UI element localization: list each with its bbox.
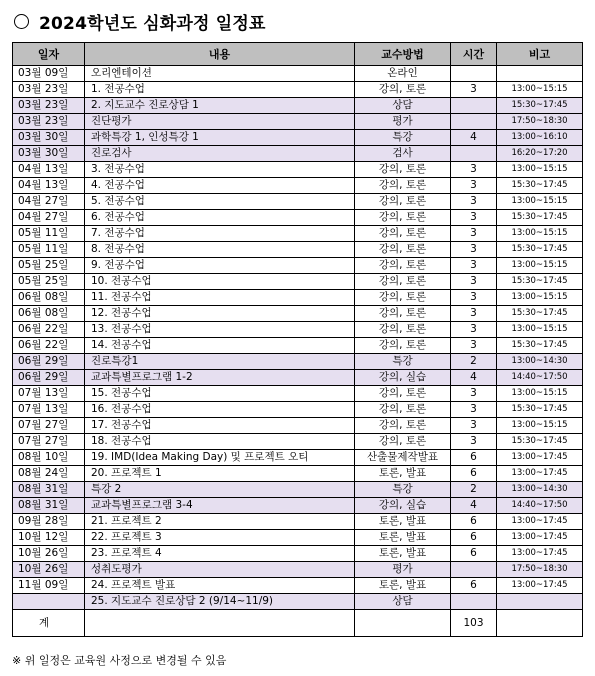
table-row bbox=[13, 386, 583, 402]
cell-hours: 3 bbox=[451, 306, 497, 322]
table-row bbox=[13, 450, 583, 466]
cell-date: 03월 30일 bbox=[13, 130, 85, 146]
total-blank bbox=[497, 610, 583, 637]
table-row bbox=[13, 242, 583, 258]
cell-content: 14. 전공수업 bbox=[85, 338, 355, 354]
table-row bbox=[13, 146, 583, 162]
cell-method: 특강 bbox=[355, 130, 451, 146]
cell-note bbox=[497, 594, 583, 610]
cell-note: 13:00~17:45 bbox=[497, 578, 583, 594]
cell-note: 17:50~18:30 bbox=[497, 562, 583, 578]
table-row bbox=[13, 98, 583, 114]
cell-hours bbox=[451, 562, 497, 578]
cell-method: 토론, 발표 bbox=[355, 530, 451, 546]
cell-content: 5. 전공수업 bbox=[85, 194, 355, 210]
table-row bbox=[13, 482, 583, 498]
footnote: ※ 위 일정은 교육원 사정으로 변경될 수 있음 bbox=[12, 654, 227, 667]
table-row bbox=[13, 418, 583, 434]
table-row bbox=[13, 258, 583, 274]
table-row bbox=[13, 578, 583, 594]
table-row bbox=[13, 354, 583, 370]
schedule-table bbox=[12, 42, 583, 637]
cell-note: 14:40~17:50 bbox=[497, 370, 583, 386]
cell-date: 10월 26일 bbox=[13, 546, 85, 562]
cell-note: 13:00~14:30 bbox=[497, 482, 583, 498]
table-row bbox=[13, 226, 583, 242]
cell-date: 06월 22일 bbox=[13, 338, 85, 354]
cell-note: 15:30~17:45 bbox=[497, 338, 583, 354]
cell-date: 03월 23일 bbox=[13, 82, 85, 98]
cell-note: 13:00~17:45 bbox=[497, 514, 583, 530]
cell-date: 05월 11일 bbox=[13, 226, 85, 242]
cell-note: 13:00~17:45 bbox=[497, 546, 583, 562]
cell-date: 10월 26일 bbox=[13, 562, 85, 578]
cell-method: 강의, 토론 bbox=[355, 290, 451, 306]
cell-method: 강의, 토론 bbox=[355, 162, 451, 178]
cell-date: 04월 13일 bbox=[13, 162, 85, 178]
cell-hours: 3 bbox=[451, 322, 497, 338]
cell-hours: 3 bbox=[451, 242, 497, 258]
cell-hours: 3 bbox=[451, 434, 497, 450]
cell-hours: 6 bbox=[451, 450, 497, 466]
table-row bbox=[13, 498, 583, 514]
cell-date: 05월 11일 bbox=[13, 242, 85, 258]
cell-content: 19. IMD(Idea Making Day) 및 프로젝트 오티 bbox=[85, 450, 355, 466]
cell-method: 강의, 토론 bbox=[355, 258, 451, 274]
cell-note: 15:30~17:45 bbox=[497, 98, 583, 114]
cell-content: 16. 전공수업 bbox=[85, 402, 355, 418]
cell-hours: 6 bbox=[451, 546, 497, 562]
cell-hours: 3 bbox=[451, 178, 497, 194]
cell-note: 16:20~17:20 bbox=[497, 146, 583, 162]
cell-content: 9. 전공수업 bbox=[85, 258, 355, 274]
table-row bbox=[13, 66, 583, 82]
cell-content: 8. 전공수업 bbox=[85, 242, 355, 258]
cell-method: 상담 bbox=[355, 594, 451, 610]
cell-method: 강의, 토론 bbox=[355, 322, 451, 338]
cell-method: 강의, 토론 bbox=[355, 274, 451, 290]
cell-hours: 3 bbox=[451, 290, 497, 306]
cell-note: 13:00~15:15 bbox=[497, 162, 583, 178]
table-row bbox=[13, 370, 583, 386]
cell-content: 7. 전공수업 bbox=[85, 226, 355, 242]
total-blank bbox=[355, 610, 451, 637]
cell-content: 진로특강1 bbox=[85, 354, 355, 370]
cell-method: 특강 bbox=[355, 354, 451, 370]
table-row bbox=[13, 130, 583, 146]
table-row bbox=[13, 290, 583, 306]
cell-date: 07월 13일 bbox=[13, 402, 85, 418]
cell-hours: 2 bbox=[451, 354, 497, 370]
cell-method: 강의, 토론 bbox=[355, 338, 451, 354]
cell-hours: 3 bbox=[451, 402, 497, 418]
cell-date: 08월 31일 bbox=[13, 482, 85, 498]
cell-method: 토론, 발표 bbox=[355, 546, 451, 562]
cell-method: 강의, 토론 bbox=[355, 194, 451, 210]
table-row bbox=[13, 162, 583, 178]
cell-hours: 3 bbox=[451, 162, 497, 178]
cell-content: 교과특별프로그램 3-4 bbox=[85, 498, 355, 514]
page-title-area bbox=[14, 6, 266, 36]
cell-content: 15. 전공수업 bbox=[85, 386, 355, 402]
cell-hours: 4 bbox=[451, 498, 497, 514]
cell-hours bbox=[451, 594, 497, 610]
table-row bbox=[13, 402, 583, 418]
table-row bbox=[13, 178, 583, 194]
cell-hours: 4 bbox=[451, 370, 497, 386]
cell-content: 3. 전공수업 bbox=[85, 162, 355, 178]
table-row bbox=[13, 274, 583, 290]
cell-note: 15:30~17:45 bbox=[497, 210, 583, 226]
cell-content: 10. 전공수업 bbox=[85, 274, 355, 290]
cell-date: 05월 25일 bbox=[13, 274, 85, 290]
cell-note: 13:00~17:45 bbox=[497, 466, 583, 482]
cell-note: 15:30~17:45 bbox=[497, 402, 583, 418]
cell-note: 15:30~17:45 bbox=[497, 306, 583, 322]
cell-content: 교과특별프로그램 1-2 bbox=[85, 370, 355, 386]
cell-date: 09월 28일 bbox=[13, 514, 85, 530]
cell-content: 진로검사 bbox=[85, 146, 355, 162]
cell-date: 10월 12일 bbox=[13, 530, 85, 546]
cell-content: 23. 프로젝트 4 bbox=[85, 546, 355, 562]
cell-note: 15:30~17:45 bbox=[497, 178, 583, 194]
table-row bbox=[13, 82, 583, 98]
cell-note: 13:00~15:15 bbox=[497, 386, 583, 402]
cell-method: 강의, 실습 bbox=[355, 498, 451, 514]
cell-hours bbox=[451, 146, 497, 162]
total-hours: 103 bbox=[451, 610, 497, 637]
cell-hours: 3 bbox=[451, 82, 497, 98]
table-row bbox=[13, 210, 583, 226]
cell-hours: 6 bbox=[451, 530, 497, 546]
cell-method: 검사 bbox=[355, 146, 451, 162]
cell-date: 06월 29일 bbox=[13, 370, 85, 386]
cell-method: 평가 bbox=[355, 562, 451, 578]
cell-content: 진단평가 bbox=[85, 114, 355, 130]
cell-hours: 3 bbox=[451, 338, 497, 354]
cell-content: 20. 프로젝트 1 bbox=[85, 466, 355, 482]
cell-note: 13:00~17:45 bbox=[497, 450, 583, 466]
cell-date: 08월 10일 bbox=[13, 450, 85, 466]
cell-note: 13:00~15:15 bbox=[497, 418, 583, 434]
cell-date: 03월 30일 bbox=[13, 146, 85, 162]
cell-hours: 3 bbox=[451, 210, 497, 226]
cell-content: 2. 지도교수 진로상담 1 bbox=[85, 98, 355, 114]
cell-hours: 3 bbox=[451, 258, 497, 274]
cell-note: 13:00~17:45 bbox=[497, 530, 583, 546]
cell-hours: 6 bbox=[451, 466, 497, 482]
header-note: 비고 bbox=[497, 43, 583, 66]
cell-method: 강의, 토론 bbox=[355, 178, 451, 194]
cell-date: 11월 09일 bbox=[13, 578, 85, 594]
table-row bbox=[13, 530, 583, 546]
table-row bbox=[13, 114, 583, 130]
cell-method: 토론, 발표 bbox=[355, 514, 451, 530]
cell-content: 22. 프로젝트 3 bbox=[85, 530, 355, 546]
cell-method: 토론, 발표 bbox=[355, 578, 451, 594]
cell-method: 강의, 실습 bbox=[355, 370, 451, 386]
cell-date: 03월 23일 bbox=[13, 114, 85, 130]
total-row bbox=[13, 610, 583, 637]
table-row bbox=[13, 594, 583, 610]
cell-date: 03월 09일 bbox=[13, 66, 85, 82]
cell-method: 특강 bbox=[355, 482, 451, 498]
cell-hours: 2 bbox=[451, 482, 497, 498]
cell-content: 21. 프로젝트 2 bbox=[85, 514, 355, 530]
cell-note bbox=[497, 66, 583, 82]
cell-content: 1. 전공수업 bbox=[85, 82, 355, 98]
cell-method: 강의, 토론 bbox=[355, 210, 451, 226]
cell-content: 13. 전공수업 bbox=[85, 322, 355, 338]
table-row bbox=[13, 546, 583, 562]
total-label: 계 bbox=[13, 610, 85, 637]
table-row bbox=[13, 514, 583, 530]
cell-content: 6. 전공수업 bbox=[85, 210, 355, 226]
cell-hours: 3 bbox=[451, 386, 497, 402]
cell-hours: 3 bbox=[451, 274, 497, 290]
cell-date: 05월 25일 bbox=[13, 258, 85, 274]
cell-content: 과학특강 1, 인성특강 1 bbox=[85, 130, 355, 146]
cell-date: 08월 24일 bbox=[13, 466, 85, 482]
table-row bbox=[13, 338, 583, 354]
cell-hours bbox=[451, 114, 497, 130]
cell-content: 17. 전공수업 bbox=[85, 418, 355, 434]
cell-content: 오리엔테이션 bbox=[85, 66, 355, 82]
cell-note: 13:00~15:15 bbox=[497, 322, 583, 338]
cell-note: 14:40~17:50 bbox=[497, 498, 583, 514]
cell-date: 08월 31일 bbox=[13, 498, 85, 514]
cell-method: 강의, 토론 bbox=[355, 82, 451, 98]
cell-method: 강의, 토론 bbox=[355, 306, 451, 322]
cell-date: 06월 08일 bbox=[13, 290, 85, 306]
cell-date: 04월 27일 bbox=[13, 194, 85, 210]
cell-content: 25. 지도교수 진로상담 2 (9/14~11/9) bbox=[85, 594, 355, 610]
cell-date: 03월 23일 bbox=[13, 98, 85, 114]
cell-note: 13:00~15:15 bbox=[497, 258, 583, 274]
header-hours: 시간 bbox=[451, 43, 497, 66]
cell-method: 강의, 토론 bbox=[355, 434, 451, 450]
cell-method: 온라인 bbox=[355, 66, 451, 82]
cell-hours: 3 bbox=[451, 226, 497, 242]
cell-content: 특강 2 bbox=[85, 482, 355, 498]
table-row bbox=[13, 194, 583, 210]
cell-hours bbox=[451, 66, 497, 82]
cell-hours: 4 bbox=[451, 130, 497, 146]
cell-content: 24. 프로젝트 발표 bbox=[85, 578, 355, 594]
table-row bbox=[13, 322, 583, 338]
header-method: 교수방법 bbox=[355, 43, 451, 66]
cell-date: 04월 27일 bbox=[13, 210, 85, 226]
cell-content: 4. 전공수업 bbox=[85, 178, 355, 194]
cell-note: 13:00~15:15 bbox=[497, 194, 583, 210]
cell-method: 강의, 토론 bbox=[355, 226, 451, 242]
cell-date: 07월 27일 bbox=[13, 434, 85, 450]
cell-hours bbox=[451, 98, 497, 114]
cell-note: 15:30~17:45 bbox=[497, 274, 583, 290]
cell-date bbox=[13, 594, 85, 610]
cell-note: 13:00~14:30 bbox=[497, 354, 583, 370]
cell-method: 강의, 토론 bbox=[355, 242, 451, 258]
cell-date: 07월 13일 bbox=[13, 386, 85, 402]
cell-date: 06월 29일 bbox=[13, 354, 85, 370]
cell-date: 04월 13일 bbox=[13, 178, 85, 194]
cell-method: 상담 bbox=[355, 98, 451, 114]
circle-bullet-icon bbox=[14, 14, 29, 29]
cell-hours: 3 bbox=[451, 418, 497, 434]
cell-note: 13:00~15:15 bbox=[497, 290, 583, 306]
table-row bbox=[13, 562, 583, 578]
cell-method: 산출물제작발표 bbox=[355, 450, 451, 466]
cell-method: 강의, 토론 bbox=[355, 386, 451, 402]
table-row bbox=[13, 434, 583, 450]
cell-content: 12. 전공수업 bbox=[85, 306, 355, 322]
cell-note: 17:50~18:30 bbox=[497, 114, 583, 130]
cell-content: 11. 전공수업 bbox=[85, 290, 355, 306]
total-blank bbox=[85, 610, 355, 637]
cell-date: 07월 27일 bbox=[13, 418, 85, 434]
cell-note: 13:00~16:10 bbox=[497, 130, 583, 146]
cell-method: 강의, 토론 bbox=[355, 418, 451, 434]
table-row bbox=[13, 466, 583, 482]
cell-method: 토론, 발표 bbox=[355, 466, 451, 482]
cell-date: 06월 22일 bbox=[13, 322, 85, 338]
cell-note: 15:30~17:45 bbox=[497, 434, 583, 450]
page-title: 2024학년도 심화과정 일정표 bbox=[39, 13, 266, 34]
cell-hours: 6 bbox=[451, 514, 497, 530]
cell-date: 06월 08일 bbox=[13, 306, 85, 322]
cell-note: 13:00~15:15 bbox=[497, 82, 583, 98]
cell-method: 강의, 토론 bbox=[355, 402, 451, 418]
header-date: 일자 bbox=[13, 43, 85, 66]
cell-hours: 3 bbox=[451, 194, 497, 210]
header-content: 내용 bbox=[85, 43, 355, 66]
table-header-row bbox=[13, 43, 583, 66]
cell-content: 18. 전공수업 bbox=[85, 434, 355, 450]
cell-note: 15:30~17:45 bbox=[497, 242, 583, 258]
cell-hours: 6 bbox=[451, 578, 497, 594]
table-row bbox=[13, 306, 583, 322]
cell-method: 평가 bbox=[355, 114, 451, 130]
cell-content: 성취도평가 bbox=[85, 562, 355, 578]
cell-note: 13:00~15:15 bbox=[497, 226, 583, 242]
